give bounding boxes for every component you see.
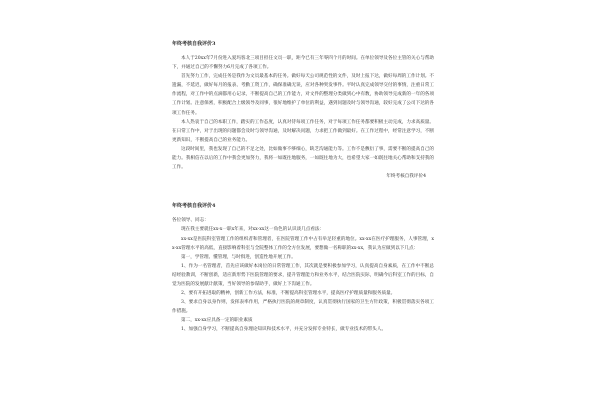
section-1-paragraph: 本人热衷于自己的本职工作，踏实的工作态度，认真对待每项工作任务，对于每项工作任务都要积极主动完成，力求高质量。在日常工作中，对于出现的问题都会及时与领导沟通，及时解决问题，力求把工作做到最好。在工作过程中，经常注意学习，不断更新知识，不断提高自己的业务能力。 xyxy=(172,119,434,143)
section-1-closing: 年终考核自我评价4 xyxy=(386,174,426,180)
section-2-paragraph: 2、要有开拓进取的精神，创新工作方法，标准，不断提高科室管理水平，提高医疗护理质量和服务质量。 xyxy=(181,291,396,297)
section-1-paragraph: 这段时间里，我也发现了自己的不足之处，比如做事不够细心，缺乏沟通能力等。工作不是敷衍了事，需要不断的提高自己的能力。我相信在以后的工作中我会更加努力，我将一如既往地服务，一如既往地为大，也希望大家一如既往地关心帮助和支持我的工作。 xyxy=(172,146,434,171)
section-2-paragraph: 3、要求自身以身作则，发挥表率作用，严格执行医院的规章制度，认真贯彻执行国家的卫生方针政策，积极贯彻落实各项工作措施。 xyxy=(172,300,434,315)
section-2-paragraph: 1、作为一名管理者，首先应该做好本岗位的日常管理工作，其次就是要积极参加学习，认真提高自身素质，在工作中不断总结经验教训，不断创新，适应新形势下医院管理的要求，提升管理能力和业务水平，结合医院实际，明确今后科室工作的目标，自觉为医院的发展献计献策，当好领导的参谋助手，做好上下沟通工作。 xyxy=(172,263,434,287)
section-2-paragraph: 第二，xx-xx应具备一定的职业素质 xyxy=(181,318,253,324)
section-2-paragraph: 1、加强自身学习，不断提高自身理论知识和技术水平，并充分发挥专业特长，做专业技术的带头人。 xyxy=(181,327,387,333)
section-1-paragraph: 首先努力工作，完成任务是我作为文员最基本的任务。做好每天公司规范性的文件，及时上报下达，做好每周的工作计划。不遗漏，不延迟，做好每月的报表、考勤工资工作，确保准确无误，应对各种突发事件。平时认真完成领导交付的事情，注重日常工作流程，对工作中的点滴都用心记录，不断提高自己的工作能力，对文件的整理分类做到心中有数，协助领导完成新的一年的各项工作计划。注意保密，积极配合上级领导及同事，很好地维护了单位的利益，遇到问题及时与领导沟通，较好完成了公司下达的各项工作任务。 xyxy=(172,74,434,116)
document-body xyxy=(172,40,434,335)
section-2-paragraph: 第一，学管理、懂管理，与时俱进，创造性地开展工作。 xyxy=(181,254,296,260)
section-1-title: 年终考核自我评价3 xyxy=(172,41,216,47)
section-2-title: 年终考核自我评价4 xyxy=(172,203,216,210)
greeting: 各位领导、同志： xyxy=(172,218,209,224)
section-2-paragraph: 现在我主要就任xx-x一职x年来，对xx-xx这一角色的认识谈几点看法： xyxy=(181,227,325,233)
section-2-paragraph: xx-xx是医院科室管理工作的组织者和管理者，在医院管理工作中占有举足轻重的地位。xx-xx在医疗护理服务，人事管理，xx-xx管理水平的高低，直接影响着科室与全院整体工作的全方位发展，要想做一名称职的xx-xx，我认为应做到以下几点： xyxy=(172,236,434,251)
section-1-paragraph: 本人于20xx年7月份进入爱玛客北三项目担任文员一职，距今已有三年零四个月的时间。在单位领导及各位主管的关心与帮助下，并通过自己的不懈努力6月完成了各项工作。 xyxy=(172,56,434,71)
